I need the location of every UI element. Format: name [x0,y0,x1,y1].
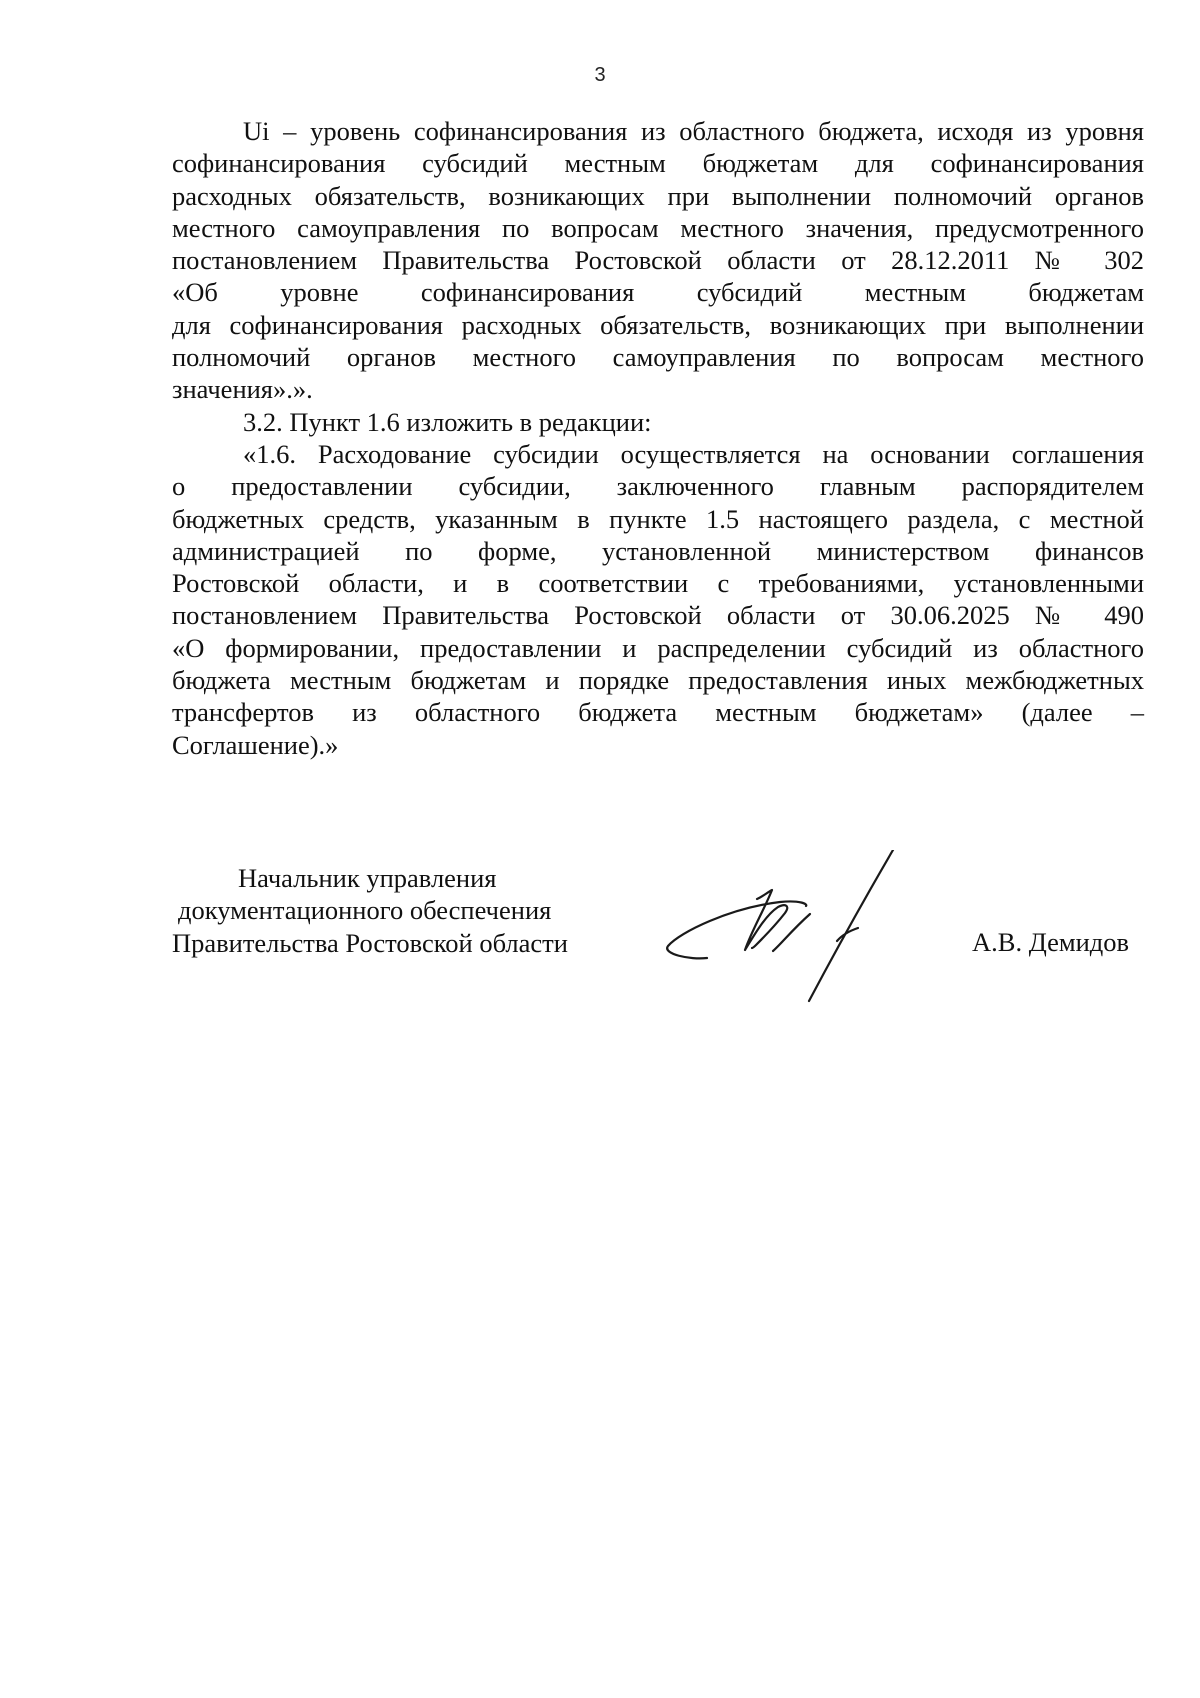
text-line: постановлением Правительства Ростовской области от 30.06.2025 № 490 [172,600,1144,631]
text-line: местного самоуправления по вопросам местного значения, предусмотренного [172,212,1144,243]
text-line: «Об уровне софинансирования субсидий местным бюджетам [172,277,1144,308]
text-line: бюджета местным бюджетам и порядке предоставления иных межбюджетных [172,665,1144,696]
text-line: Соглашение).» [172,729,339,760]
text-line: Ui – уровень софинансирования из областного бюджета, исходя из уровня [243,116,1144,146]
text-line: администрацией по форме, установленной министерством финансов [172,535,1144,566]
signatory-title-line: Правительства Ростовской области [172,927,568,958]
text-line: полномочий органов местного самоуправления по вопросам местного [172,342,1144,373]
text-line: Ростовской области, и в соответствии с требованиями, установленными [172,568,1144,599]
text-line: «1.6. Расходование субсидии осуществляется на основании соглашения [243,438,1144,469]
text-line: трансфертов из областного бюджета местным бюджетам» (далее – [172,697,1144,728]
text-line: 3.2. Пункт 1.6 изложить в редакции: [243,406,652,437]
signer-name: А.В. Демидов [972,927,1130,957]
text-line: для софинансирования расходных обязательств, возникающих при выполнении [172,309,1144,340]
signatory-title-line: документационного обеспечения [178,895,552,926]
text-line: бюджетных средств, указанным в пункте 1.5 настоящего раздела, с местной [172,503,1144,534]
text-line: расходных обязательств, возникающих при выполнении полномочий органов [172,180,1144,211]
text-line: софинансирования субсидий местным бюджетам для софинансирования [172,148,1144,179]
text-line: постановлением Правительства Ростовской области от 28.12.2011 № 302 [172,245,1144,276]
signatory-title-line: Начальник управления [238,863,497,893]
document-body [172,115,1144,761]
page-number: 3 [594,64,606,86]
text-line: о предоставлении субсидии, заключенного главным распорядителем [172,471,1144,502]
handwritten-signature [660,850,920,1005]
signatory-title [172,862,568,959]
text-line: «О формировании, предоставлении и распределении субсидий из областного [172,632,1144,663]
text-line: значения».». [172,374,313,405]
